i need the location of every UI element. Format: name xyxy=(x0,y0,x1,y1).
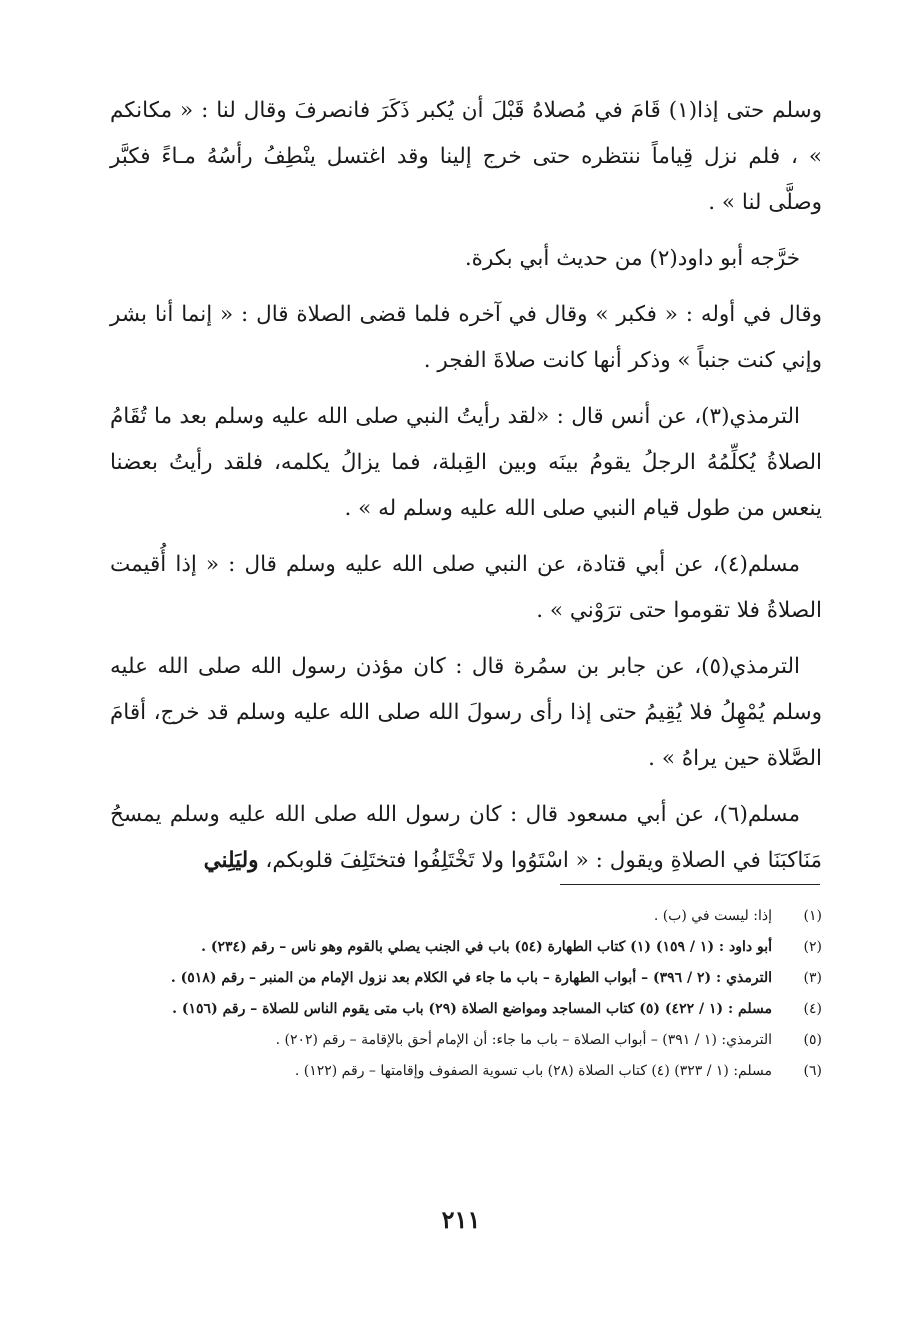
paragraph-6: الترمذي(٥)، عن جابر بن سمُرة قال : كان مؤذن رسول الله صلى الله عليه وسلم يُمْهِلُ فلا يُقِيمُ حتى إذا رأى رسولَ الله صلى الله عليه وسلم قد خرج، أقامَ الصَّلاة حين يراهُ » . xyxy=(110,654,822,771)
footnote-divider xyxy=(560,884,820,885)
page-number: ٢١١ xyxy=(441,1205,481,1234)
footnote-1 xyxy=(100,902,822,930)
footnote-number: (٦) xyxy=(803,1063,822,1079)
footnote-number: (٤) xyxy=(803,1001,822,1017)
footnote-number: (٥) xyxy=(803,1032,822,1048)
footnote-text: إذا: ليست في (ب) . xyxy=(653,908,772,924)
footnote-4 xyxy=(100,995,822,1023)
footnote-number: (٢) xyxy=(803,939,822,955)
footnote-text: أبو داود : (١ / ١٥٩) (١) كتاب الطهارة (٥٤) باب في الجنب يصلي بالقوم وهو ناس – رقم (٢٣٤) . xyxy=(201,939,772,955)
footnote-number: (١) xyxy=(803,908,822,924)
paragraph-7 xyxy=(110,792,822,884)
footnote-text: الترمذي: (١ / ٣٩١) – أبواب الصلاة – باب ما جاء: أن الإمام أحق بالإقامة – رقم (٢٠٢) . xyxy=(275,1032,772,1048)
paragraph-4: الترمذي(٣)، عن أنس قال : «لقد رأيتُ النبي صلى الله عليه وسلم بعد ما تُقَامُ الصلاةُ يُكلِّمُهُ الرجلُ يقومُ بينَه وبين القِبلة، فما يزالُ يكلمه، فلقد رأيتُ بعضنا ينعس من طول قيام النبي صلى الله عليه وسلم له » . xyxy=(110,404,822,521)
paragraph-1: وسلم حتى إذا(١) قَامَ في مُصلاهُ قَبْلَ أن يُكبر ذَكَرَ فانصرفَ وقال لنا : « مكانكم » ، فلم نزل قِياماً ننتظره حتى خرج إلينا وقد اغتسل ينْطِفُ رأسُهُ مـاءً فكبَّر وصلَّى لنا » . xyxy=(110,98,822,215)
footnote-text: مسلم : (١ / ٤٢٢) (٥) كتاب المساجد ومواضع الصلاة (٢٩) باب متى يقوم الناس للصلاة – رقم (١٥٦) . xyxy=(172,1001,772,1017)
footnote-6 xyxy=(100,1057,822,1085)
footnote-number: (٣) xyxy=(803,970,822,986)
footnote-3 xyxy=(100,964,822,992)
main-text xyxy=(110,88,822,894)
paragraph-7-bold: وليَلِني xyxy=(203,848,259,873)
footnote-2 xyxy=(100,933,822,961)
footnote-5 xyxy=(100,1026,822,1054)
footnote-text: الترمذي : (٢ / ٣٩٦) – أبواب الطهارة – باب ما جاء في الكلام بعد نزول الإمام من المنبر – رقم (٥١٨) . xyxy=(170,970,772,986)
footnote-text: مسلم: (١ / ٣٢٣) (٤) كتاب الصلاة (٢٨) باب تسوية الصفوف وإقامتها – رقم (١٢٢) . xyxy=(294,1063,772,1079)
paragraph-5: مسلم(٤)، عن أبي قتادة، عن النبي صلى الله عليه وسلم قال : « إذا أُقيمت الصلاةُ فلا تقوموا حتى ترَوْني » . xyxy=(110,552,822,623)
footnotes xyxy=(100,902,822,1088)
paragraph-2: خرَّجه أبو داود(٢) من حديث أبي بكرة. xyxy=(464,246,800,271)
paragraph-3: وقال في أوله : « فكبر » وقال في آخره فلما قضى الصلاة قال : « إنما أنا بشر وإني كنت جنباً » وذكر أنها كانت صلاةَ الفجر . xyxy=(110,302,822,373)
paragraph-7-text: مسلم(٦)، عن أبي مسعود قال : كان رسول الله صلى الله عليه وسلم يمسحُ مَنَاكبَنَا في الصلاةِ ويقول : « اسْتَوُوا ولا تَخْتَلِفُوا فتختَلِفَ قلوبكم، xyxy=(110,802,822,873)
